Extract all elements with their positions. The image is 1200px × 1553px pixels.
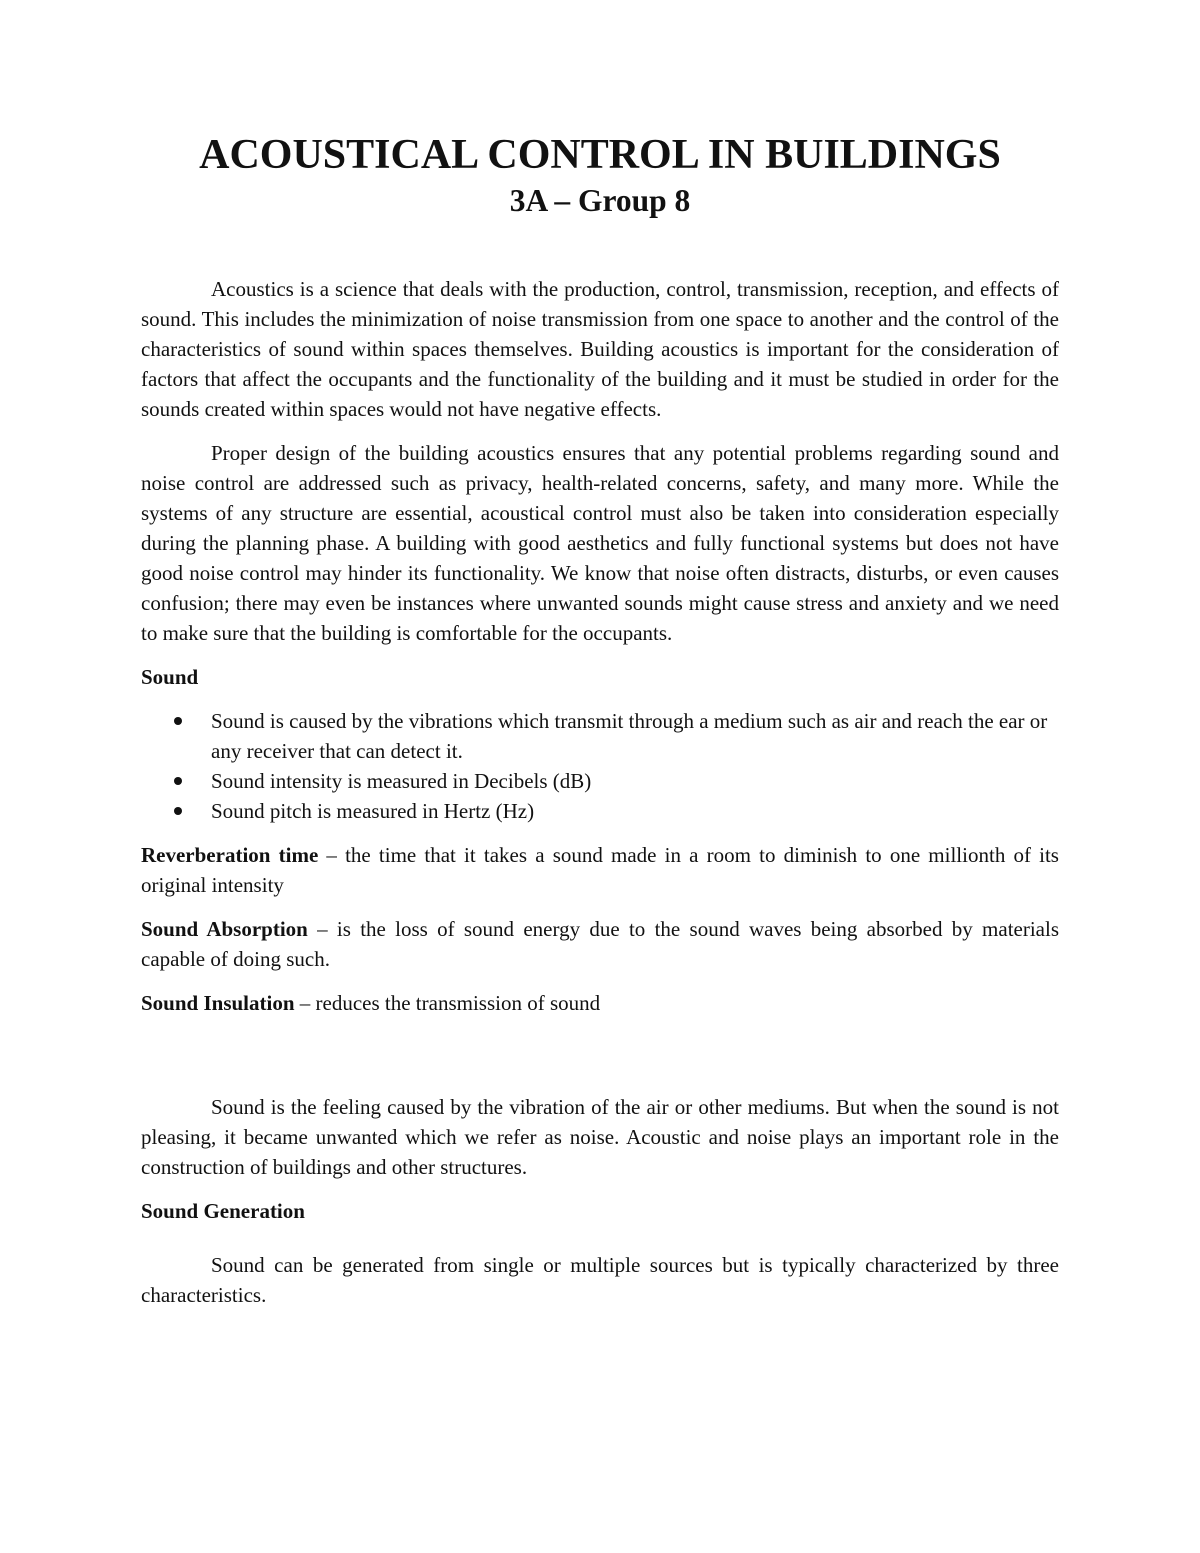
bullet-icon	[174, 807, 182, 815]
document-subtitle: 3A – Group 8	[509, 183, 691, 218]
generation-paragraph: Sound can be generated from single or multiple sources but is typically characterized by three characteristics.	[141, 1253, 1059, 1307]
intro-paragraph: Acoustics is a science that deals with the production, control, transmission, reception, and effects of sound. This includes the minimization of noise transmission from one space to another and the control of the characteristics of sound within spaces themselves. Building acoustics is important for the consideration of factors that affect the occupants and the functionality of the building and it must be studied in order for the sounds created within spaces would not have negative effects.	[141, 277, 1059, 421]
list-item	[141, 706, 1059, 766]
definition-sound-absorption	[141, 914, 1059, 974]
bullet-icon	[174, 717, 182, 725]
definition-term: Sound Insulation	[141, 991, 295, 1015]
definition-term: Sound Absorption	[141, 917, 308, 941]
section-heading-sound: Sound	[141, 665, 199, 689]
section-heading-sound-generation: Sound Generation	[141, 1199, 305, 1223]
definition-text: – is the loss of sound energy due to the sound waves being absorbed by materials capable of doing such.	[141, 917, 1059, 971]
intro-paragraph: Proper design of the building acoustics ensures that any potential problems regarding sound and noise control are addressed such as privacy, health-related concerns, safety, and many more. While the systems of any structure are essential, acoustical control must also be taken into consideration especially during the planning phase. A building with good aesthetics and fully functional systems but does not have good noise control may hinder its functionality. We know that noise often distracts, disturbs, or even causes confusion; there may even be instances where unwanted sounds might cause stress and anxiety and we need to make sure that the building is comfortable for the occupants.	[141, 441, 1059, 645]
document-page	[141, 132, 1059, 1310]
definition-term: Reverberation time	[141, 843, 319, 867]
bullet-text: Sound is caused by the vibrations which transmit through a medium such as air and reach the ear or any receiver that can detect it.	[211, 709, 1048, 763]
noise-paragraph: Sound is the feeling caused by the vibration of the air or other mediums. But when the sound is not pleasing, it became unwanted which we refer as noise. Acoustic and noise plays an important role in the construction of buildings and other structures.	[141, 1095, 1059, 1179]
bullet-icon	[174, 777, 182, 785]
bullet-text: Sound intensity is measured in Decibels (dB)	[211, 769, 592, 793]
bullet-text: Sound pitch is measured in Hertz (Hz)	[211, 799, 535, 823]
definition-sound-insulation	[141, 988, 1059, 1018]
definition-text: – reduces the transmission of sound	[294, 991, 601, 1015]
definition-reverberation-time	[141, 840, 1059, 900]
sound-bullet-list	[141, 706, 1059, 826]
list-item	[141, 766, 1059, 796]
document-title: ACOUSTICAL CONTROL IN BUILDINGS	[199, 132, 1001, 178]
list-item	[141, 796, 1059, 826]
definition-text: – the time that it takes a sound made in a room to diminish to one millionth of its original intensity	[141, 843, 1059, 897]
